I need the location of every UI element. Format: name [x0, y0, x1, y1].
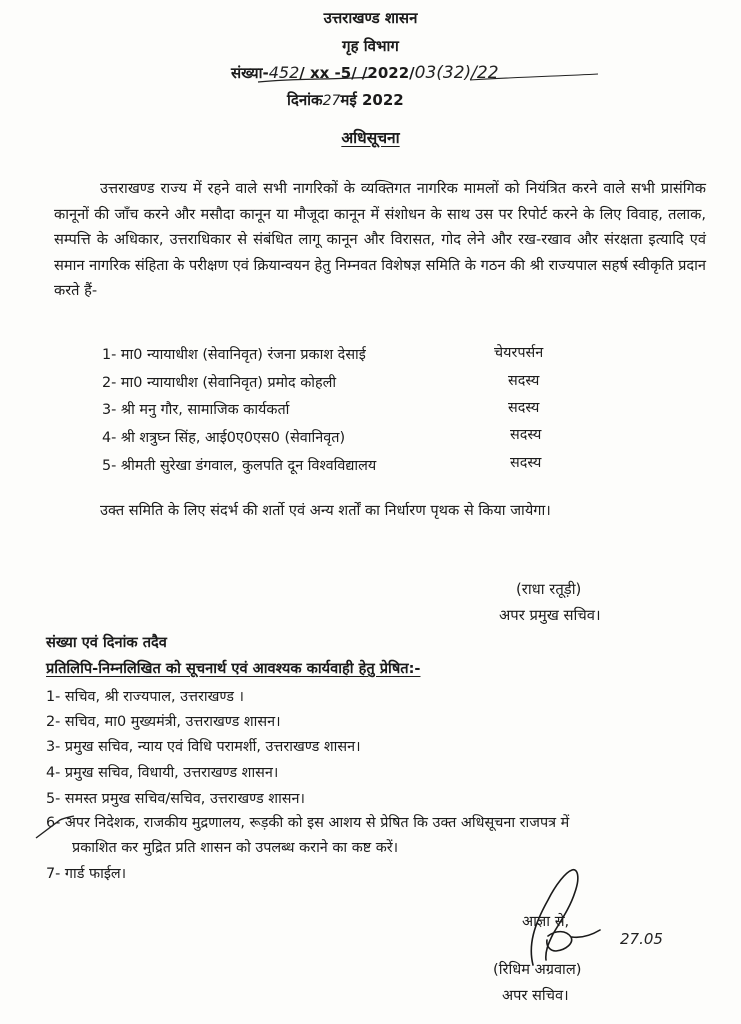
- date-printed: मई 2022: [340, 91, 404, 109]
- copy-recipient-5: 5- समस्त प्रमुख सचिव/सचिव, उत्तराखण्ड शासन।: [46, 791, 305, 807]
- committee-role-2: सदस्य: [508, 373, 540, 389]
- signatory-1-designation: अपर प्रमुख सचिव।: [499, 607, 601, 624]
- date-handwritten-day: 27: [322, 93, 341, 109]
- body-paragraph-text: उत्तराखण्ड राज्य में रहने वाले सभी नागरिकों के व्यक्तिगत नागरिक मामलों को नियंत्रित करने वाले सभी प्रासंगिक कानूनों की जाँच करने और मसौदा कानून या मौजूदा कानून में संशोधन के साथ उस पर रिपोर्ट करने के लिए विवाह, तलाक, सम्पत्ति के अधिकार, उत्तराधिकार से संबंधित लागू कानून और विरासत, गोद लेने और रख-रखाव और संरक्षता इत्यादि एवं समान नागरिक संहिता के परीक्षण एवं क्रियान्वयन हेतु निम्नवत विशेषज्ञ समिति के गठन की श्री राज्यपाल सहर्ष स्वीकृति प्रदान करते हैं-: [54, 180, 706, 299]
- copy-recipient-3: 3- प्रमुख सचिव, न्याय एवं विधि परामर्शी, उत्तराखण्ड शासन।: [46, 739, 361, 755]
- copy-reference-line: संख्या एवं दिनांक तदैव: [46, 634, 167, 651]
- closing-line: उक्त समिति के लिए संदर्भ की शर्तो एवं अन्य शर्तों का निर्धारण पृथक से किया जायेगा।: [100, 502, 551, 519]
- copy-recipient-2: 2- सचिव, मा0 मुख्यमंत्री, उत्तराखण्ड शासन।: [46, 714, 281, 730]
- by-order-text: आज्ञा से,: [522, 913, 570, 930]
- signatory-1-name: (राधा रतूड़ी): [516, 581, 582, 598]
- committee-member-1: 1- मा0 न्यायाधीश (सेवानिवृत) रंजना प्रकाश देसाई: [102, 347, 366, 363]
- reference-handwritten-number: 452: [268, 63, 300, 82]
- reference-label: संख्या-: [231, 64, 269, 82]
- department-name: गृह विभाग: [342, 37, 399, 55]
- copy-recipient-7: 7- गार्ड फाईल।: [46, 866, 127, 882]
- signatory-2-name: (रिधिम अग्रवाल): [493, 961, 582, 978]
- committee-member-5: 5- श्रीमती सुरेखा डंगवाल, कुलपति दून विश्वविद्यालय: [102, 458, 377, 474]
- reference-printed-middle: / xx -5/ /2022/: [299, 64, 415, 82]
- committee-member-2: 2- मा0 न्यायाधीश (सेवानिवृत) प्रमोद कोहली: [102, 375, 337, 391]
- committee-member-4: 4- श्री शत्रुघ्न सिंह, आई0ए0एस0 (सेवानिवृत): [102, 430, 346, 446]
- reference-pen-underline: [258, 77, 372, 82]
- handwritten-date: 27.05: [620, 930, 663, 948]
- copy-heading: प्रतिलिपि-निम्नलिखित को सूचनार्थ एवं आवश्यक कार्यवाही हेतु प्रेषित:-: [46, 660, 421, 677]
- recipient-6-tick-mark-icon: [36, 816, 74, 838]
- copy-recipient-4: 4- प्रमुख सचिव, विधायी, उत्तराखण्ड शासन।: [46, 765, 279, 781]
- signatory-2-designation: अपर सचिव।: [502, 987, 569, 1004]
- copy-recipient-6-continued: प्रकाशित कर मुद्रित प्रति शासन को उपलब्ध कराने का कष्ट करें।: [72, 840, 399, 856]
- signature-icon: [531, 870, 600, 965]
- copy-recipient-6: 6- अपर निदेशक, राजकीय मुद्रणालय, रूड़की को इस आशय से प्रेषित कि उक्त अधिसूचना राजपत्र में: [46, 815, 570, 831]
- government-name: उत्तराखण्ड शासन: [323, 9, 418, 27]
- committee-role-4: सदस्य: [510, 427, 542, 443]
- committee-role-1: चेयरपर्सन: [494, 345, 544, 361]
- committee-role-3: सदस्य: [508, 400, 540, 416]
- copy-recipient-1: 1- सचिव, श्री राज्यपाल, उत्तराखण्ड ।: [46, 689, 244, 705]
- committee-member-3: 3- श्री मनु गौर, सामाजिक कार्यकर्ता: [102, 402, 290, 418]
- reference-tail-pen-underline: [470, 74, 598, 80]
- reference-handwritten-tail: 03(32)/22: [414, 63, 499, 83]
- notification-title: अधिसूचना: [341, 129, 400, 147]
- committee-role-5: सदस्य: [510, 455, 542, 471]
- date-label: दिनांक: [287, 91, 323, 109]
